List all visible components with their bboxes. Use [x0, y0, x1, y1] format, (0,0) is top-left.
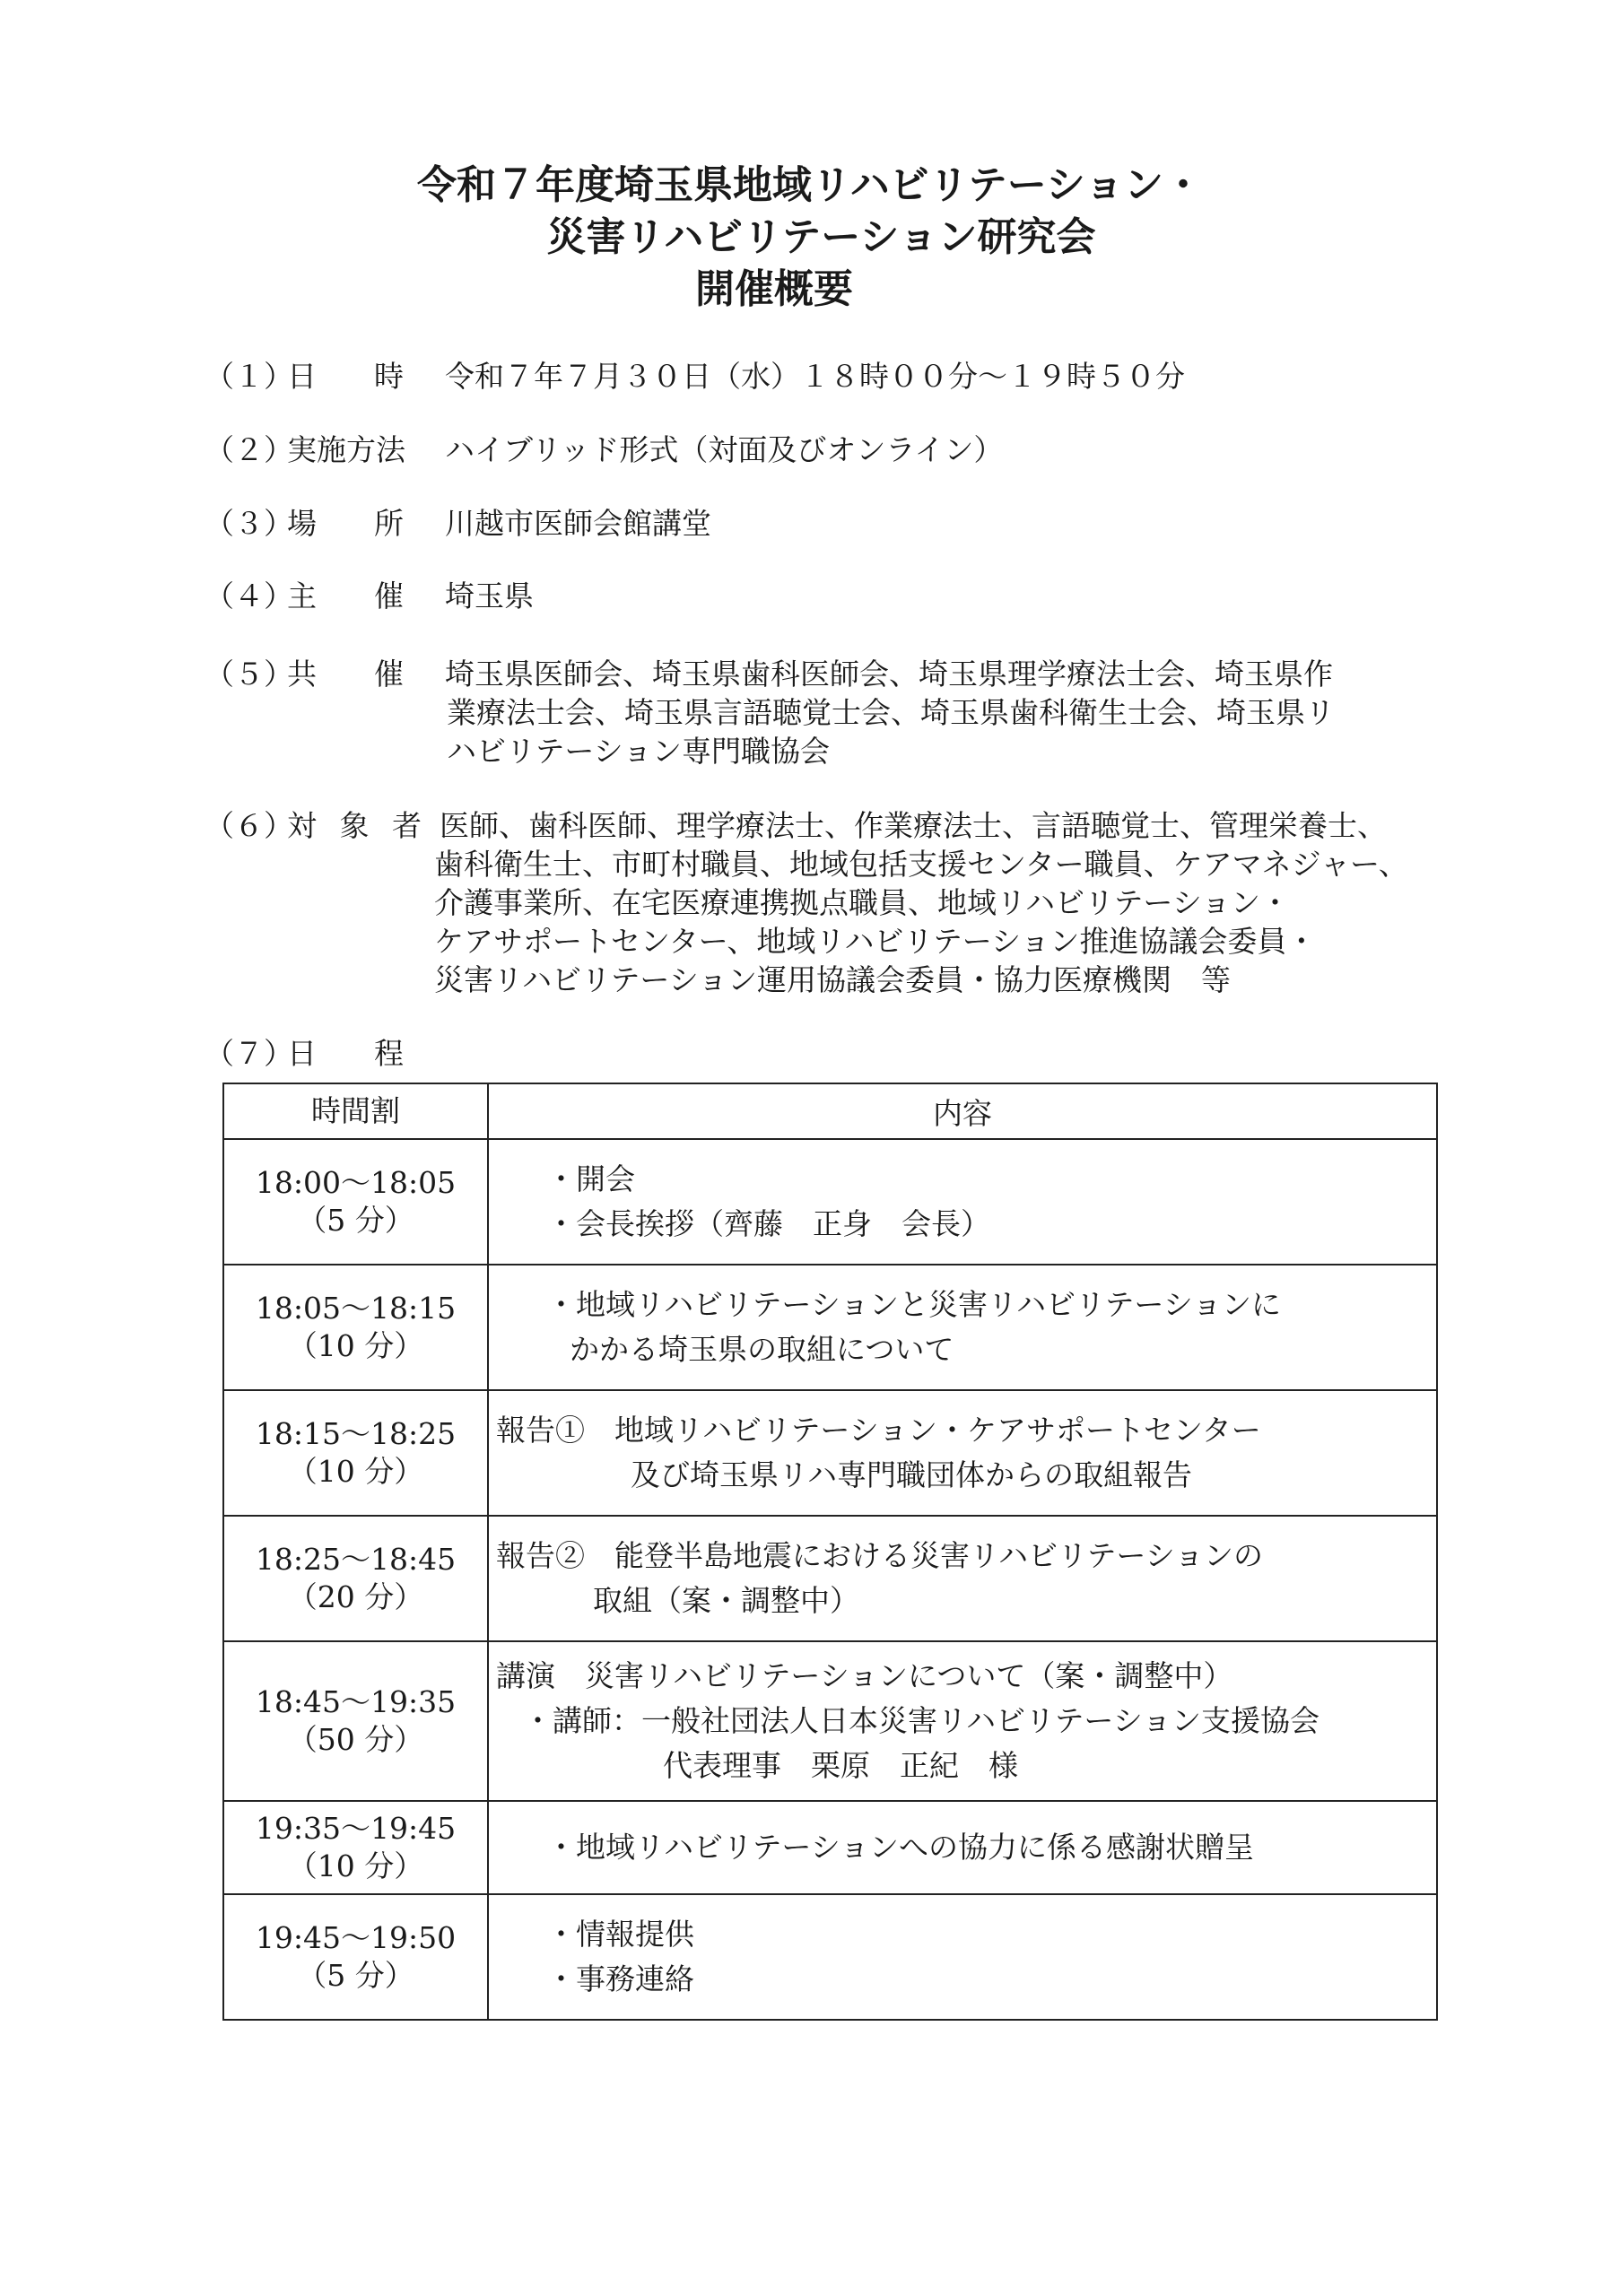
- item-cohost: [205, 655, 1333, 693]
- row-time-cell: [223, 1894, 488, 2020]
- schedule-row: [223, 1390, 1437, 1516]
- label-char: 催: [374, 657, 404, 691]
- schedule-row: [223, 1516, 1437, 1641]
- row-duration: （5 分）: [297, 1958, 414, 1993]
- row-time: 19:45～19:50: [255, 1920, 457, 1955]
- label-char: 日: [287, 1036, 317, 1071]
- label-char: 主: [287, 578, 317, 613]
- row-duration: （5 分）: [297, 1203, 414, 1238]
- label-char: 象: [339, 808, 370, 843]
- row-time: 18:00～18:05: [255, 1165, 457, 1200]
- content-line: ・事務連絡: [546, 1961, 694, 1996]
- item-number: （３）: [205, 506, 293, 541]
- title-line-1: 令和７年度埼玉県地域リハビリテーション・: [416, 162, 1204, 208]
- item-label: [287, 806, 422, 845]
- row-time-cell: [223, 1265, 488, 1390]
- content-line: 及び埼玉県リハ専門職団体からの取組報告: [631, 1457, 1193, 1492]
- row-time-cell: [223, 1516, 488, 1641]
- content-line: 代表理事 栗原 正紀 様: [663, 1748, 1018, 1783]
- row-duration: （10 分）: [287, 1454, 424, 1489]
- content-line: 講演 災害リハビリテーションについて（案・調整中）: [496, 1658, 1233, 1693]
- content-line: ・情報提供: [546, 1917, 694, 1952]
- schedule-row: [223, 1265, 1437, 1390]
- row-duration: （50 分）: [287, 1722, 424, 1757]
- schedule-row: [223, 1894, 1437, 2020]
- item-value: 埼玉県: [445, 578, 534, 613]
- row-content: [488, 1894, 1437, 2020]
- item-value-line-2: 業療法士会、埼玉県言語聴覚士会、埼玉県歯科衛生士会、埼玉県リ: [447, 695, 1335, 730]
- item-number: （１）: [205, 359, 293, 394]
- row-time: 18:15～18:25: [255, 1416, 457, 1451]
- item-label: 実施方法: [287, 432, 405, 467]
- label-char: 者: [392, 808, 422, 843]
- row-time: 18:05～18:15: [255, 1291, 457, 1326]
- item-number: （６）: [205, 808, 293, 843]
- content-line: ・地域リハビリテーションと災害リハビリテーションに: [546, 1287, 1282, 1322]
- content-line: 取組（案・調整中）: [593, 1583, 859, 1618]
- row-content: [488, 1641, 1437, 1801]
- label-char: 時: [374, 359, 404, 394]
- item-value: ハイブリッド形式（対面及びオンライン）: [445, 432, 1004, 467]
- content-line: ・会長挨拶（齊藤 正身 会長）: [546, 1206, 990, 1241]
- content-line: かかる埼玉県の取組について: [570, 1332, 954, 1367]
- row-content: [488, 1801, 1437, 1894]
- item-schedule: [205, 1034, 445, 1073]
- item-host: [205, 577, 534, 615]
- item-value: 川越市医師会館講堂: [445, 506, 711, 541]
- schedule-header-row: [223, 1083, 1437, 1139]
- row-time-cell: [223, 1139, 488, 1265]
- header-content: 内容: [488, 1083, 1437, 1139]
- row-time: 18:45～19:35: [255, 1684, 457, 1719]
- item-date: [205, 357, 1185, 396]
- item-label: [287, 357, 404, 396]
- row-content: [488, 1265, 1437, 1390]
- row-time: 18:25～18:45: [255, 1542, 457, 1577]
- row-duration: （10 分）: [287, 1848, 424, 1883]
- item-label: [287, 577, 404, 615]
- label-char: 共: [287, 657, 317, 691]
- item-number: （２）: [205, 432, 293, 467]
- title-line-2: 災害リハビリテーション研究会: [546, 214, 1096, 260]
- item-number: （７）: [205, 1036, 293, 1071]
- label-char: 場: [287, 506, 317, 541]
- item-place: [205, 504, 711, 543]
- row-time-cell: [223, 1641, 488, 1801]
- item-value-line-1: 埼玉県医師会、埼玉県歯科医師会、埼玉県理学療法士会、埼玉県作: [445, 657, 1333, 691]
- item-number: （４）: [205, 578, 293, 613]
- row-duration: （20 分）: [287, 1579, 424, 1614]
- header-time: 時間割: [223, 1083, 488, 1139]
- item-value: 令和７年７月３０日（水）１８時００分～１９時５０分: [445, 359, 1185, 394]
- row-content: [488, 1139, 1437, 1265]
- label-char: 程: [374, 1036, 404, 1071]
- row-time-cell: [223, 1801, 488, 1894]
- row-content: [488, 1390, 1437, 1516]
- item-value-line-3: ハビリテーション専門職協会: [447, 734, 831, 769]
- row-content: [488, 1516, 1437, 1641]
- content-line: ・地域リハビリテーションへの協力に係る感謝状贈呈: [546, 1830, 1255, 1865]
- label-char: 日: [287, 359, 317, 394]
- item-value-line-4: ケアサポートセンター、地域リハビリテーション推進協議会委員・: [434, 924, 1317, 959]
- label-char: 所: [374, 506, 404, 541]
- item-number: （５）: [205, 657, 293, 691]
- label-char: 対: [287, 808, 317, 843]
- schedule-row: [223, 1139, 1437, 1265]
- label-char: 催: [374, 578, 404, 613]
- item-method: [205, 430, 1003, 469]
- content-line: 報告② 能登半島地震における災害リハビリテーションの: [496, 1538, 1264, 1573]
- item-label: [287, 1034, 404, 1073]
- row-duration: （10 分）: [287, 1328, 424, 1363]
- item-value-line-1: 医師、歯科医師、理学療法士、作業療法士、言語聴覚士、管理栄養士、: [440, 808, 1387, 843]
- document-title: [0, 160, 1620, 316]
- item-value-line-3: 介護事業所、在宅医療連携拠点職員、地域リハビリテーション・: [434, 885, 1291, 920]
- content-line: ・開会: [546, 1161, 635, 1196]
- item-target: [205, 806, 1387, 845]
- schedule-table: [222, 1083, 1438, 2021]
- item-label: [287, 504, 404, 543]
- row-time: 19:35～19:45: [255, 1811, 457, 1846]
- content-line: 報告① 地域リハビリテーション・ケアサポートセンター: [496, 1413, 1261, 1448]
- item-label: [287, 655, 404, 693]
- item-value-line-2: 歯科衛生士、市町村職員、地域包括支援センター職員、ケアマネジャー、: [434, 847, 1408, 882]
- schedule-row: [223, 1641, 1437, 1801]
- schedule-row: [223, 1801, 1437, 1894]
- row-time-cell: [223, 1390, 488, 1516]
- item-value-line-5: 災害リハビリテーション運用協議会委員・協力医療機関 等: [434, 962, 1232, 997]
- title-line-3: 開催概要: [695, 266, 853, 312]
- content-line: ・講師：一般社団法人日本災害リハビリテーション支援協会: [523, 1703, 1320, 1738]
